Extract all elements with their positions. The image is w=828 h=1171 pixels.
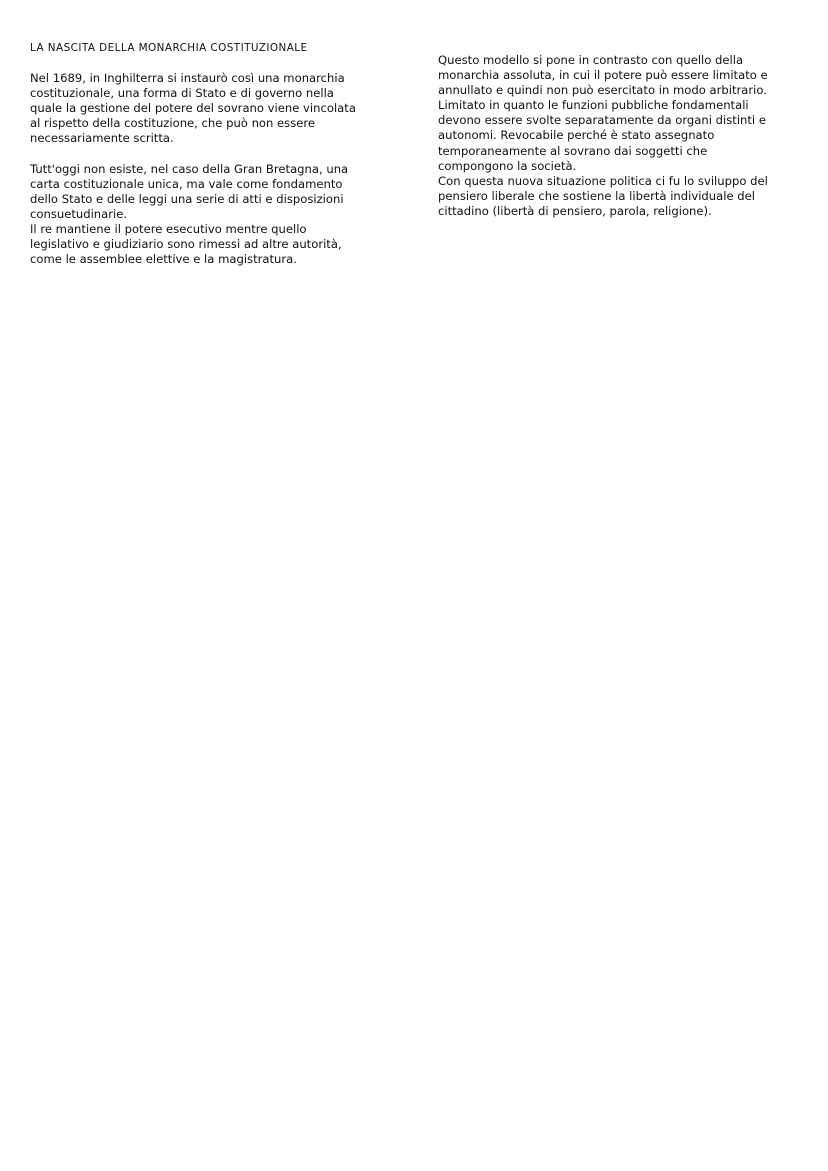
text-line: Questo modello si pone in contrasto con quello della [438,53,744,67]
text-line: temporaneamente al sovrano dai soggetti che [438,143,708,158]
text-line: carta costituzionale unica, ma vale come fondamento [30,176,343,191]
text-line: come le assemblee elettive e la magistratura. [30,252,297,267]
text-line: devono essere svolte separatamente da organi distinti e [438,113,766,128]
text-line: cittadino (libertà di pensiero, parola, religione). [438,203,712,218]
text-line: quale la gestione del potere del sovrano viene vincolata [30,101,356,116]
text-line: pensiero liberale che sostiene la libertà individuale del [438,188,755,203]
paragraph-monarchia-costituzionale [30,71,410,146]
text-line: Con questa nuova situazione politica ci fu lo sviluppo del [438,173,768,188]
right-column [438,53,818,219]
text-line: annullato e quindi non può esercitato in modo arbitrario. [438,83,767,98]
text-line: costituzionale, una forma di Stato e di governo nella [30,86,334,101]
paragraph-contrasto-monarchia-assoluta [438,53,818,219]
text-line: monarchia assoluta, in cui il potere può essere limitato e [438,68,768,83]
text-line: Tutt'oggi non esiste, nel caso della Gran Bretagna, una [30,161,349,176]
text-line: compongono la società. [438,158,577,173]
text-line: dello Stato e delle leggi una serie di atti e disposizioni [30,191,344,206]
text-line: autonomi. Revocabile perché è stato assegnato [438,128,715,143]
paragraph-gran-bretagna [30,162,410,268]
left-column [30,71,410,267]
text-line: Nel 1689, in Inghilterra si instaurò così una monarchia [30,71,345,85]
text-line: Limitato in quanto le funzioni pubbliche fondamentali [438,98,749,113]
text-line: Il re mantiene il potere esecutivo mentre quello [30,221,307,236]
paragraph-gap [30,146,410,161]
text-line: consuetudinarie. [30,206,128,221]
text-line: necessariamente scritta. [30,131,174,146]
text-line: al rispetto della costituzione, che può non essere [30,116,316,131]
document-title: LA NASCITA DELLA MONARCHIA COSTITUZIONALE [30,42,308,54]
text-line: legislativo e giudiziario sono rimessi ad altre autorità, [30,237,342,252]
